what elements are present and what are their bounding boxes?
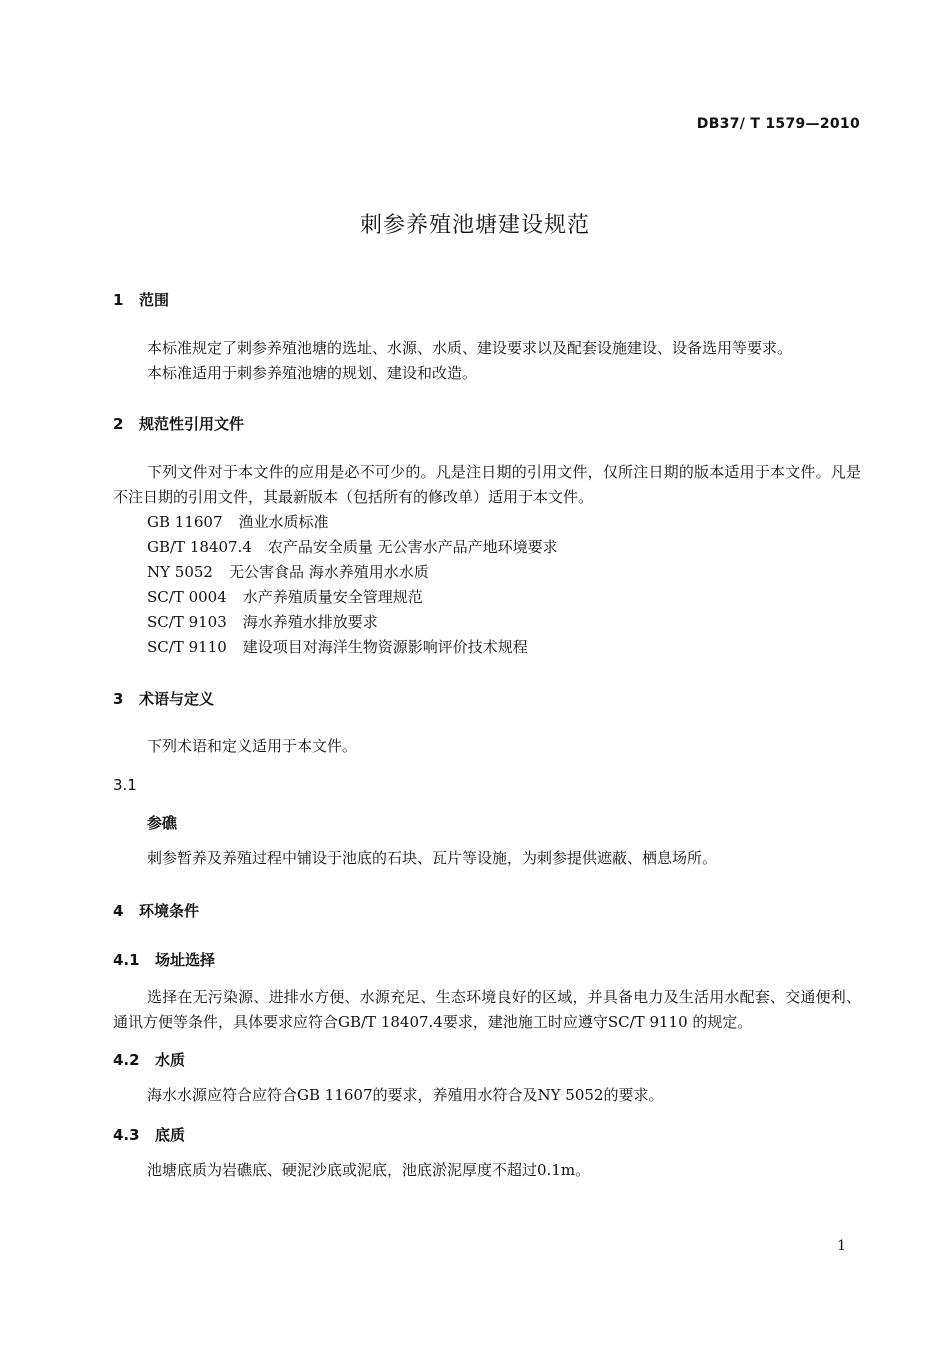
water-quality-text: 海水水源应符合应符合GB 11607的要求，养殖用水符合及NY 5052的要求。 bbox=[147, 1086, 664, 1104]
subsection-title: 场址选择 bbox=[155, 951, 216, 969]
section-number: 1 bbox=[113, 291, 124, 309]
section-number: 3 bbox=[113, 690, 124, 708]
references-intro: 下列文件对于本文件的应用是必不可少的。凡是注日期的引用文件，仅所注日期的版本适用于本文件。凡是不注日期的引用文件，其最新版本（包括所有的修改单）适用于本文件。 bbox=[113, 463, 861, 506]
reference-code: SC/T 0004 bbox=[147, 588, 227, 606]
reference-code: SC/T 9110 bbox=[147, 638, 227, 656]
document-title: 刺参养殖池塘建设规范 bbox=[359, 213, 590, 238]
term-number: 3.1 bbox=[113, 776, 137, 794]
subsection-number: 4.3 bbox=[113, 1126, 140, 1144]
section-1-heading bbox=[113, 289, 169, 310]
section-4-heading bbox=[113, 900, 199, 921]
section-title: 环境条件 bbox=[139, 902, 200, 920]
page-number: 1 bbox=[837, 1238, 846, 1254]
section-title: 规范性引用文件 bbox=[139, 415, 245, 433]
reference-name: 水产养殖质量安全管理规范 bbox=[242, 588, 423, 606]
site-selection-text: 选择在无污染源、进排水方便、水源充足、生态环境良好的区域，并具备电力及生活用水配套、交通便利、通讯方便等条件，具体要求应符合GB/T 18407.4要求，建池施工时应遵守SC/T 9110 的规定。 bbox=[113, 988, 861, 1031]
reference-code: NY 5052 bbox=[147, 563, 213, 581]
reference-name: 海水养殖水排放要求 bbox=[242, 613, 378, 631]
substrate-text: 池塘底质为岩礁底、硬泥沙底或泥底，池底淤泥厚度不超过0.1m。 bbox=[147, 1161, 591, 1179]
subsection-4-1-heading bbox=[113, 949, 215, 970]
scope-paragraph-1: 本标准规定了刺参养殖池塘的选址、水源、水质、建设要求以及配套设施建设、设备选用等要求。 bbox=[147, 339, 793, 357]
reference-name: 建设项目对海洋生物资源影响评价技术规程 bbox=[242, 638, 528, 656]
reference-item bbox=[147, 635, 528, 660]
reference-code: GB/T 18407.4 bbox=[147, 538, 252, 556]
scope-paragraph-2: 本标准适用于刺参养殖池塘的规划、建设和改造。 bbox=[147, 364, 478, 382]
subsection-number: 4.1 bbox=[113, 951, 140, 969]
subsection-title: 底质 bbox=[155, 1126, 186, 1144]
standard-code: DB37/ T 1579—2010 bbox=[696, 116, 860, 132]
terms-intro: 下列术语和定义适用于本文件。 bbox=[147, 737, 358, 755]
reference-item bbox=[147, 535, 558, 560]
reference-item bbox=[147, 610, 378, 635]
subsection-number: 4.2 bbox=[113, 1051, 140, 1069]
reference-item bbox=[147, 510, 329, 535]
subsection-4-2-heading bbox=[113, 1049, 185, 1070]
section-number: 2 bbox=[113, 415, 124, 433]
reference-code: SC/T 9103 bbox=[147, 613, 227, 631]
term-name: 参礁 bbox=[147, 814, 178, 832]
section-3-heading bbox=[113, 688, 214, 709]
reference-code: GB 11607 bbox=[147, 513, 223, 531]
section-title: 术语与定义 bbox=[139, 690, 215, 708]
reference-name: 农产品安全质量 无公害水产品产地环境要求 bbox=[267, 538, 558, 556]
reference-name: 无公害食品 海水养殖用水水质 bbox=[228, 563, 429, 581]
section-2-heading bbox=[113, 413, 244, 434]
reference-name: 渔业水质标准 bbox=[238, 513, 329, 531]
subsection-title: 水质 bbox=[155, 1051, 186, 1069]
subsection-4-3-heading bbox=[113, 1124, 185, 1145]
reference-item bbox=[147, 585, 423, 610]
reference-item bbox=[147, 560, 429, 585]
section-title: 范围 bbox=[139, 291, 170, 309]
section-number: 4 bbox=[113, 902, 124, 920]
term-definition: 刺参暂养及养殖过程中铺设于池底的石块、瓦片等设施，为刺参提供遮蔽、栖息场所。 bbox=[147, 849, 718, 867]
